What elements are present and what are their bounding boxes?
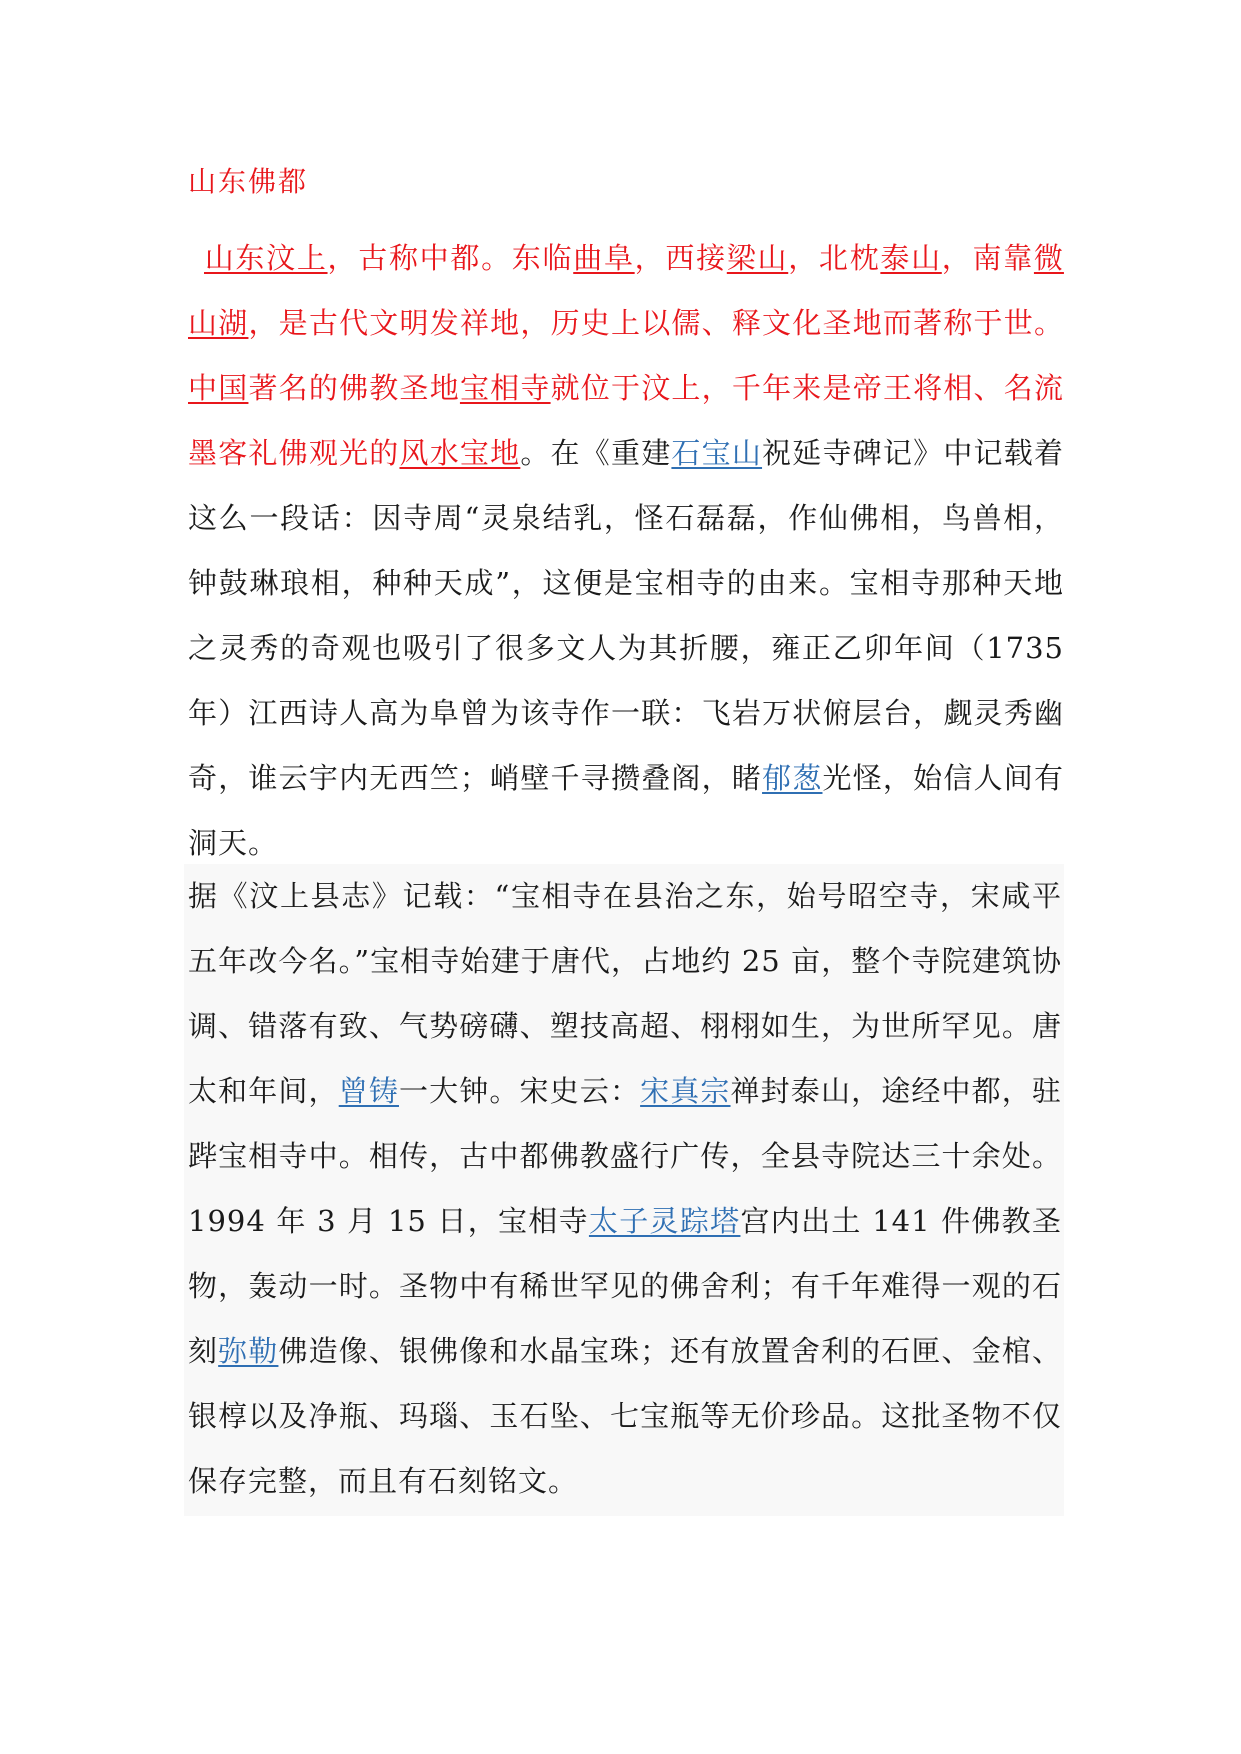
text-span: 光怪，始信人间有洞天。 <box>188 761 1064 860</box>
paragraph-history <box>188 864 1062 1514</box>
text-span: 据《汶上县志》记载：“宝相寺在县治之东，始号昭空寺，宋咸平五年改今名。”宝相寺始建于唐代，占地约 25 亩，整个寺院建筑协调、错落有致、气势磅礴、塑技高超、栩栩如生，为世所罕见。唐太和年间， <box>188 879 1062 1108</box>
link-weishan-lake[interactable]: 微山湖 <box>188 241 1064 340</box>
link-song-zhenzong[interactable]: 宋真宗 <box>640 1074 731 1108</box>
text-span: ，北枕 <box>788 241 881 275</box>
text-span: 。在《重建 <box>520 436 672 470</box>
text-span: ，是古代文明发祥地，历史上以儒、释文化圣地而著称于世。 <box>248 306 1064 340</box>
link-shandong-wenshang[interactable]: 山东汶上 <box>204 241 328 275</box>
paragraph-history-block <box>184 864 1064 1516</box>
link-china[interactable]: 中国 <box>188 371 249 405</box>
paragraph-intro <box>188 226 1064 876</box>
link-yucong[interactable]: 郁葱 <box>762 761 823 795</box>
text-span: ，西接 <box>634 241 727 275</box>
text-span: 一大钟。宋史云： <box>398 1074 641 1108</box>
text-span: 宫内出土 141 件佛教圣物，轰动一时。圣物中有稀世罕见的佛舍利；有千年难得一观的石刻 <box>188 1204 1062 1368</box>
text-span: 就位于汶上，千年来是帝王将相、名流墨客礼佛观光的 <box>188 371 1064 470</box>
text-span: 禅封泰山，途经中都，驻跸宝相寺中。相传，古中都佛教盛行广传，全县寺院达三十余处。1994 年 3 月 15 日，宝相寺 <box>188 1074 1062 1238</box>
document-title: 山东佛都 <box>188 165 309 198</box>
link-zengzhu[interactable]: 曾铸 <box>338 1074 399 1108</box>
text-span: 佛造像、银佛像和水晶宝珠；还有放置舍利的石匣、金棺、银椁以及净瓶、玛瑙、玉石坠、七宝瓶等无价珍品。这批圣物不仅保存完整，而且有石刻铭文。 <box>188 1334 1062 1498</box>
text-span: ，南靠 <box>941 241 1034 275</box>
link-liangshan[interactable]: 梁山 <box>726 241 789 275</box>
link-baoxiang-temple[interactable]: 宝相寺 <box>459 371 551 405</box>
link-shibaoshan[interactable]: 石宝山 <box>671 436 763 470</box>
text-span: 祝延寺碑记》中记载着这么一段话：因寺周“灵泉结乳，怪石磊磊，作仙佛相，鸟兽相，钟鼓琳琅相，种种天成”，这便是宝相寺的由来。宝相寺那种天地之灵秀的奇观也吸引了很多文人为其折腰，雍正乙卯年间（1735 年）江西诗人高为阜曾为该寺作一联：飞岩万状俯层台，觑灵秀幽奇，谁云宇内无西竺；峭壁千寻攒叠阁，睹 <box>188 436 1064 795</box>
link-maitreya[interactable]: 弥勒 <box>218 1334 279 1368</box>
link-taizi-lingzong-pagoda[interactable]: 太子灵踪塔 <box>588 1204 741 1238</box>
link-taishan[interactable]: 泰山 <box>880 241 942 275</box>
link-qufu[interactable]: 曲阜 <box>573 241 635 275</box>
text-span: 著名的佛教圣地 <box>248 371 460 405</box>
text-span: ，古称中都。东临 <box>327 241 574 275</box>
link-fengshui-baodi[interactable]: 风水宝地 <box>399 436 521 470</box>
